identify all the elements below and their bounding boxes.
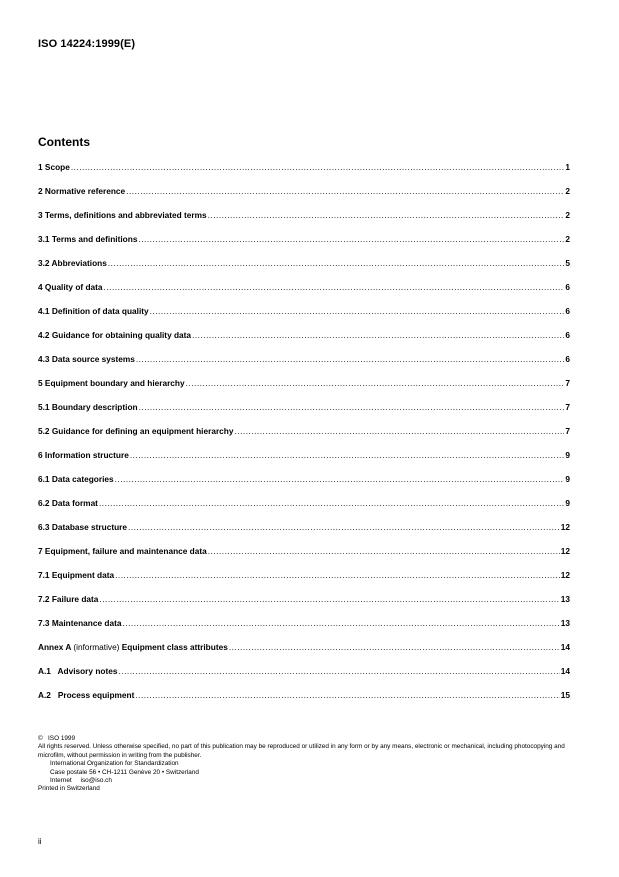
toc-entry-7-equipment-failure-maintenance[interactable]	[38, 546, 570, 570]
toc-dot-leader	[99, 594, 559, 604]
toc-entry-5-equipment-boundary[interactable]	[38, 378, 570, 402]
toc-entry-text: 4.1 Definition of data quality	[38, 306, 149, 316]
toc-entry-a-1-advisory-notes[interactable]	[38, 666, 570, 690]
toc-dot-leader	[128, 522, 560, 532]
toc-dot-leader	[208, 546, 560, 556]
toc-entry-5-1-boundary-description[interactable]	[38, 402, 570, 426]
toc-page-number: 9	[565, 450, 570, 460]
toc-entry-text	[38, 642, 228, 652]
toc-dot-leader	[104, 282, 565, 292]
rights-statement: All rights reserved. Unless otherwise specified, no part of this publication may be reproduced or utilized in any form or by any means, electronic or mechanical, including photocopying and microfilm, without permission in writing from the publisher.	[38, 743, 565, 759]
annex-title: Equipment class attributes	[121, 642, 228, 652]
toc-entry-text: 3 Terms, definitions and abbreviated terms	[38, 210, 207, 220]
toc-entry-text: 5.1 Boundary description	[38, 402, 138, 412]
toc-entry-4-1-definition[interactable]	[38, 306, 570, 330]
toc-page-number: 9	[565, 498, 570, 508]
toc-entry-text: 7 Equipment, failure and maintenance data	[38, 546, 207, 556]
toc-dot-leader	[130, 450, 565, 460]
organization-address: Case postale 56 • CH-1211 Genève 20 • Switzerland	[50, 768, 199, 776]
toc-dot-leader	[135, 690, 559, 700]
toc-entry-text: 4 Quality of data	[38, 282, 103, 292]
toc-entry-3-terms[interactable]	[38, 210, 570, 234]
toc-page-number: 13	[560, 618, 570, 628]
toc-entry-annex-a[interactable]	[38, 642, 570, 666]
page-number: ii	[38, 837, 42, 846]
toc-page-number: 2	[565, 234, 570, 244]
internet-email: iso@iso.ch	[80, 777, 112, 785]
toc-dot-leader	[122, 618, 559, 628]
toc-dot-leader	[139, 402, 565, 412]
organization-name: International Organization for Standardization	[50, 760, 179, 768]
toc-entry-text: A.2 Process equipment	[38, 690, 135, 700]
toc-page-number: 7	[565, 378, 570, 388]
toc-dot-leader	[192, 330, 564, 340]
toc-dot-leader	[99, 498, 564, 508]
toc-dot-leader	[115, 474, 565, 484]
toc-entry-text: 1 Scope	[38, 162, 70, 172]
organization-internet	[38, 777, 583, 785]
toc-entry-text: 6 Information structure	[38, 450, 129, 460]
toc-entry-6-3-database-structure[interactable]	[38, 522, 570, 546]
toc-entry-7-1-equipment-data[interactable]	[38, 570, 570, 594]
toc-page-number: 5	[565, 258, 570, 268]
toc-page-number: 2	[565, 210, 570, 220]
toc-dot-leader	[234, 426, 564, 436]
toc-entry-text: 4.2 Guidance for obtaining quality data	[38, 330, 192, 340]
toc-page-number: 12	[560, 546, 570, 556]
toc-entry-text: 7.3 Maintenance data	[38, 618, 122, 628]
toc-page-number: 13	[560, 594, 570, 604]
contents-title: Contents	[38, 135, 90, 149]
toc-entry-text: 7.1 Equipment data	[38, 570, 115, 580]
toc-page-number: 7	[565, 402, 570, 412]
toc-page-number: 6	[565, 354, 570, 364]
toc-entry-6-1-data-categories[interactable]	[38, 474, 570, 498]
toc-page-number: 12	[560, 570, 570, 580]
toc-entry-6-information-structure[interactable]	[38, 450, 570, 474]
internet-label: Internet	[50, 777, 72, 785]
annex-informative: (informative)	[73, 642, 122, 652]
toc-entry-1-scope[interactable]	[38, 162, 570, 186]
toc-entry-4-quality-of-data[interactable]	[38, 282, 570, 306]
toc-entry-2-normative-reference[interactable]	[38, 186, 570, 210]
toc-page-number: 1	[565, 162, 570, 172]
toc-entry-text: 6.1 Data categories	[38, 474, 114, 484]
toc-dot-leader	[150, 306, 565, 316]
toc-entry-7-2-failure-data[interactable]	[38, 594, 570, 618]
toc-page-number: 15	[560, 690, 570, 700]
toc-dot-leader	[108, 258, 565, 268]
toc-entry-6-2-data-format[interactable]	[38, 498, 570, 522]
toc-dot-leader	[208, 210, 565, 220]
toc-entry-text: 6.2 Data format	[38, 498, 98, 508]
toc-page-number: 12	[560, 522, 570, 532]
toc-entry-text: 5.2 Guidance for defining an equipment hierarchy	[38, 426, 234, 436]
toc-entry-a-2-process-equipment[interactable]	[38, 690, 570, 714]
toc-entry-4-2-guidance[interactable]	[38, 330, 570, 354]
toc-dot-leader	[136, 354, 565, 364]
toc-entry-3-1-terms-definitions[interactable]	[38, 234, 570, 258]
toc-entry-text: 3.2 Abbreviations	[38, 258, 107, 268]
toc-entry-4-3-data-source[interactable]	[38, 354, 570, 378]
toc-dot-leader	[186, 378, 565, 388]
copyright-line: © ISO 1999	[38, 735, 76, 742]
toc-entry-text: 7.2 Failure data	[38, 594, 99, 604]
toc-entry-3-2-abbreviations[interactable]	[38, 258, 570, 282]
toc-entry-text: A.1 Advisory notes	[38, 666, 118, 676]
toc-entry-text: 6.3 Database structure	[38, 522, 128, 532]
toc-dot-leader	[71, 162, 565, 172]
toc-page-number: 6	[565, 282, 570, 292]
document-header: ISO 14224:1999(E)	[38, 38, 136, 50]
toc-entry-text: 4.3 Data source systems	[38, 354, 135, 364]
toc-dot-leader	[115, 570, 560, 580]
toc-page-number: 14	[560, 666, 570, 676]
annex-label: Annex A	[38, 642, 74, 652]
toc-dot-leader	[118, 666, 559, 676]
table-of-contents	[38, 162, 570, 714]
toc-page-number: 7	[565, 426, 570, 436]
toc-entry-text: 2 Normative reference	[38, 186, 126, 196]
toc-page-number: 2	[565, 186, 570, 196]
toc-page-number: 6	[565, 306, 570, 316]
toc-entry-5-2-guidance-hierarchy[interactable]	[38, 426, 570, 450]
copyright-notice	[38, 735, 583, 794]
printed-in: Printed in Switzerland	[38, 785, 100, 793]
toc-page-number: 14	[560, 642, 570, 652]
toc-page-number: 9	[565, 474, 570, 484]
toc-entry-text: 3.1 Terms and definitions	[38, 234, 138, 244]
toc-dot-leader	[126, 186, 564, 196]
toc-entry-text: 5 Equipment boundary and hierarchy	[38, 378, 185, 388]
toc-dot-leader	[138, 234, 564, 244]
toc-dot-leader	[229, 642, 560, 652]
toc-page-number: 6	[565, 330, 570, 340]
toc-entry-7-3-maintenance-data[interactable]	[38, 618, 570, 642]
